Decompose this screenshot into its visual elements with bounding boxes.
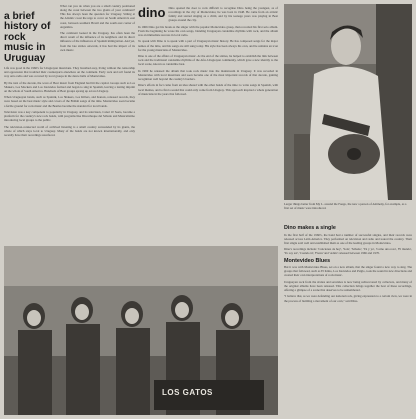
photo-caption: Larger things better from My L. around the Fuego, the new a person of Ammeny, for example, as a first set of music were introduced. (284, 202, 407, 210)
title-line: Uruguay (4, 52, 46, 64)
intro-column (60, 4, 135, 64)
band-photo (4, 246, 278, 415)
section-heading: Dino makes a single (284, 225, 336, 231)
paragraph: "I believe that, as we were defending our national rock, giving expression to a certain view, we were in the process of building a movement of our own," said Dino. (284, 294, 412, 303)
paragraph: Dino is one of the affairs of Uruguayan music. At the end of the sixties, he helped to establish the link between rock and the traditional candombe rhythms of the Afro-Uruguayan community, which gave a new identity to the local scene, known as candombe beat. (138, 54, 278, 67)
paragraph: The continent looked in the Uruguay, has often been the direct result of the influence of its neighbors and its direct influence of the influences of Spanish immigration. And yet, from the late sixties onwards, it has had the impact of its own music. (60, 31, 135, 52)
paragraph: In the first half of the 1960's, the band had a number of successful singles, and their records were released across Latin America. They performed on television and radio and toured the country. Their first single sold well and established them as one of the leading groups in Montevideo. (284, 232, 412, 245)
paragraph: To speak with Dino is to speak with a part of Uruguayan music history. He has composed songs for the major names of the time, and his songs are still sung today. His style has been always his own, and he remains an icon for the young musicians of Montevideo. (138, 39, 278, 52)
middle-column (138, 6, 278, 246)
paragraph: But it was with Montevideo Blues, set on a new album, that the singer found a new way to sing. The groups that followed, such as El Kinto, Los Iracundos and Psiglo, took the sound in new directions and created their own interpretations of rock music. (284, 265, 412, 278)
paragraph: Dino opened the door to rock difficult to recognise Dino being the youngest, as of recordings in the city of Montevideo; he was born in 1948. He came from an artistic family and started singing as a child, and by his teenage years was playing in Beat groups around the city. (168, 6, 278, 23)
title-line: a brief (4, 11, 35, 22)
left-column (4, 66, 135, 241)
paragraph: The television-connected world of archived listening is a small country surrounded by its giants, the whole of which stays local to Uruguay. Many of the bands are not known internationally, and only recently have their recordings resurfaced. (4, 124, 135, 137)
section-heading: Montevideo Blues (284, 257, 331, 264)
dino-heading: dino (138, 5, 166, 20)
title-line: history of rock (4, 21, 51, 43)
paragraph: In 1966 Dino got his break as the singer with the popular Montevideo group, then recorded his first solo album. From the beginning he wrote his own songs, blending Uruguayan candombe rhythms with rock, and the album was an immediate success in local radio. (138, 24, 278, 38)
paragraph: In 1969 he released the album that took rock music into the mainstream in Uruguay. It was recorded in Montevideo with local musicians and soon became one of the most important records of that decade, gaining recognition well beyond the country's borders. (138, 68, 278, 82)
right-column (284, 223, 412, 415)
dino-photo-image (284, 4, 412, 200)
paragraph: Dino's efforts in fact came from an idea shared with the other bands of the time: to write songs in Spanish, with local themes, and to find a sound that could only come from Uruguay. This approach inspired a whole generation of musicians in the years that followed. (138, 83, 278, 96)
article-title (4, 12, 56, 64)
dino-photo (284, 4, 412, 200)
band-photo-image (4, 246, 278, 415)
paragraph: Television was a key component to popularity in Uruguay, and its television, Canal 10 Saeta, became a platform for the country's new rock bands, with programs like Discotheque del Sábado and Musicalísimo introducing local groups to the public. (4, 109, 135, 123)
paragraph: Uruguayan rock from the sixties and seventies is now being rediscovered by collectors, and many of the original albums have been reissued. This collection brings together the best of these recordings, offering a glimpse of a scene that deserves to be remembered. (284, 279, 412, 293)
paragraph: When Uruguayan bands, such as Sputnik, Los Shakers, Los Killers, and Kanois, released records, they were based on the beat music style and covers of the British songs of the time. Montevideo soon became a fertile ground for rock music and the Beatles became the standard for local bands. (4, 95, 135, 108)
paragraph: By the turn of the decade, the wave of Beat music from England had hit the capital. Groups such as Los Shakers, Los Mockers and Los Iracundos formed and began to sing in Spanish, leaving a lasting imprint on the whole of South America. Hundreds of Beat groups sprang up across Uruguay. (4, 80, 135, 93)
paragraph: Dino's recordings include: 'Canciones de hoy', 'Sola', 'Sábado', 'Tú y yo', 'Como una rosa', 'El mundo', 'Yo soy así', 'Cuando tú', 'Fiesta' and 'Adiós' released between 1966 and 1970. (284, 247, 412, 256)
band-sign: LOS GATOS (162, 388, 213, 397)
title-line: music in (4, 42, 46, 54)
paragraph: Life was good in the 1960's for Uruguayan musicians. They breathed easy, living without the censorship and oppression that troubled their counterparts elsewhere on the continent. Early rock and roll found its way onto radio and was covered by local groups in the dance halls of Montevideo. (4, 66, 135, 79)
paragraph: What can you do when you are a small country positioned along the coast between the two giants of your continent? This has always been the question for Uruguay. Sitting at the Atlantic coast the urge to cover on South America's east coast, between southern Brazil and the south east corner of Argentina. (60, 4, 135, 29)
